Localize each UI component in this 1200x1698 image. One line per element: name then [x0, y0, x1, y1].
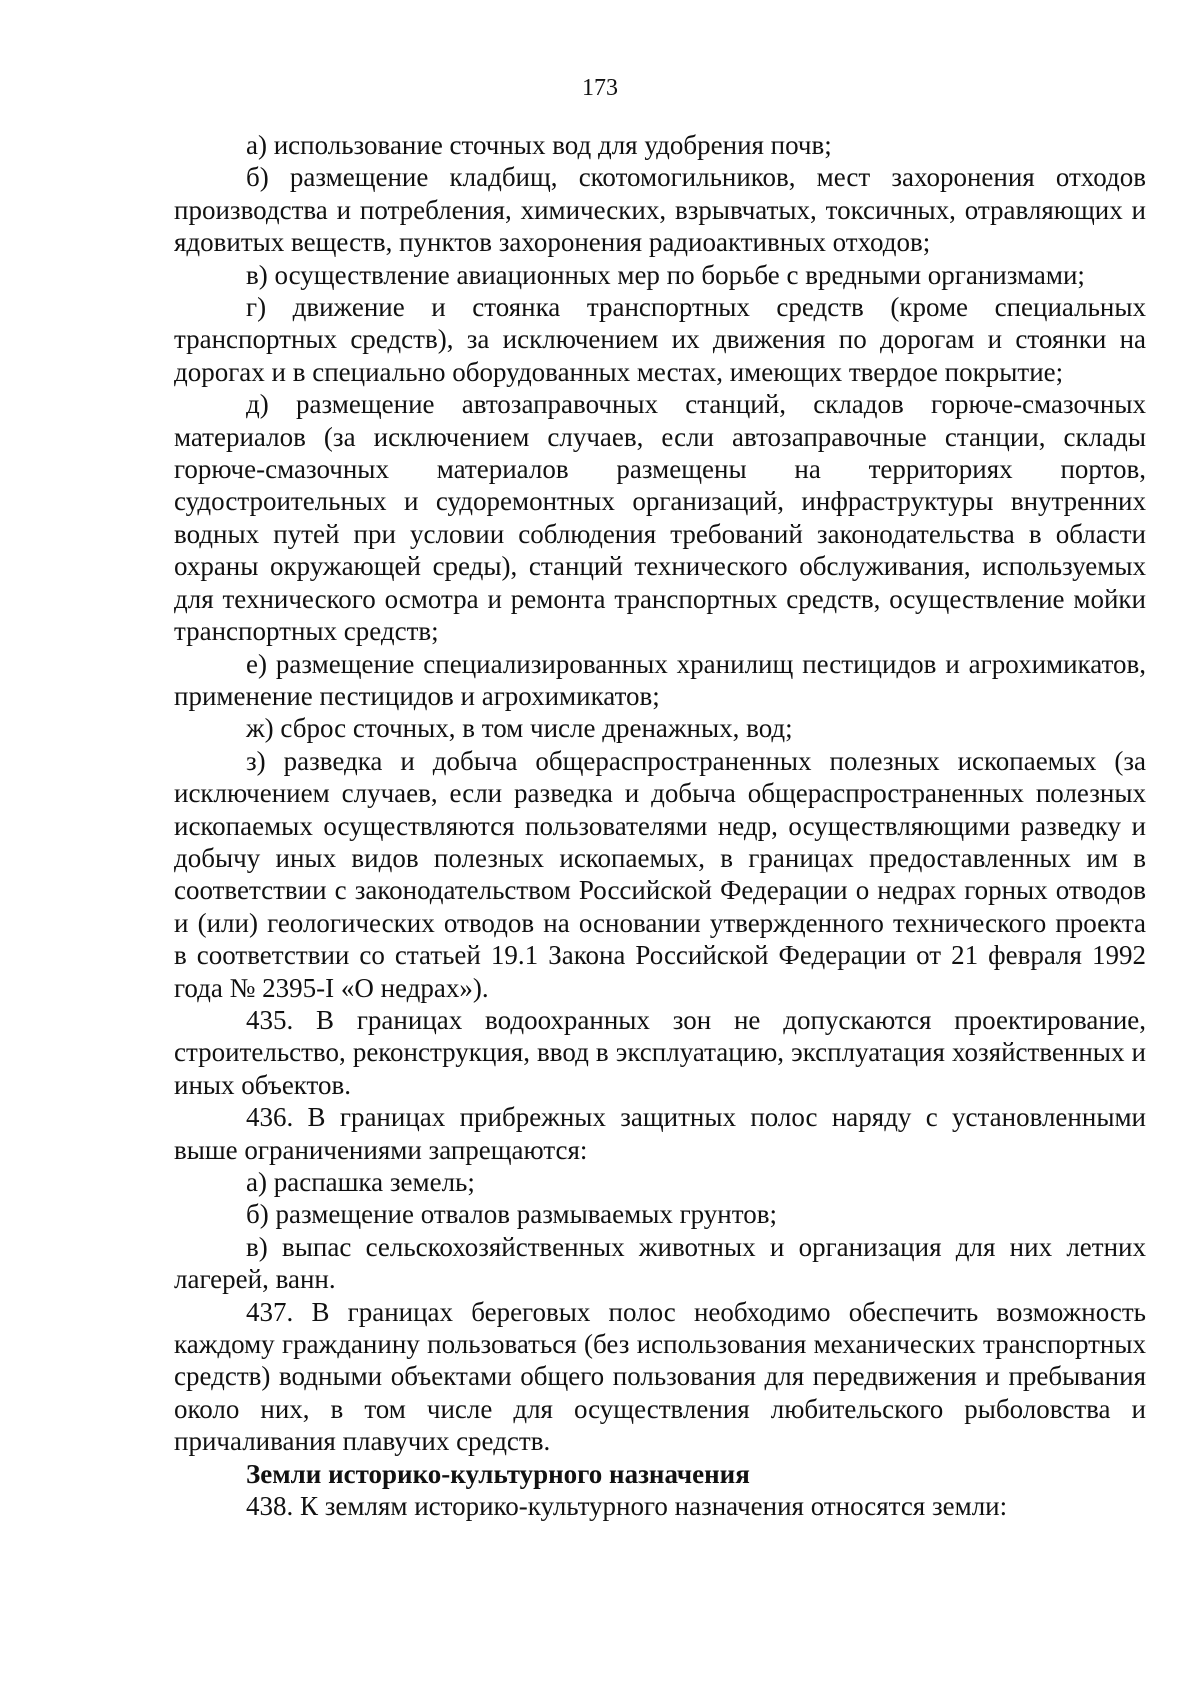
paragraph-436-b: б) размещение отвалов размываемых грунтов;: [246, 1199, 777, 1230]
paragraph-e-pesticides: е) размещение специализированных хранилищ пестицидов и агрохимикатов, применение пестицидов и агрохимикатов;: [174, 648, 1146, 711]
section-heading: Земли историко-культурного назначения: [246, 1458, 750, 1489]
paragraph-b-cemeteries: б) размещение кладбищ, скотомогильников, мест захоронения отходов производства и потребления, химических, взрывчатых, токсичных, отравляющих и ядовитых веществ, пунктов захоронения радиоактивных отходов;: [174, 162, 1146, 258]
paragraph-a-wastewater: а) использование сточных вод для удобрения почв;: [246, 130, 832, 160]
paragraph-438: 438. К землям историко-культурного назначения относятся земли:: [246, 1491, 1008, 1522]
paragraph-436-v: в) выпас сельскохозяйственных животных и организация для них летних лагерей, ванн.: [174, 1231, 1146, 1295]
paragraph-z-mining: з) разведка и добыча общераспространенных полезных ископаемых (за исключением случаев, если разведка и добыча общераспространенных полезных ископаемых осуществляются пользователями недр, осуществляющими разведку и добычу иных видов полезных ископаемых, в границах предоставленных им в соответствии с законодательством Российской Федерации о недрах горных отводов и (или) геологических отводов на основании утвержденного технического проекта в соответствии со статьей 19.1 Закона Российской Федерации от 21 февраля 1992 года № 2395-I «О недрах»).: [174, 745, 1146, 1003]
paragraph-g-vehicles: г) движение и стоянка транспортных средств (кроме специальных транспортных средств), за исключением их движения по дорогам и стоянки на дорогах и в специально оборудованных местах, имеющих твердое покрытие;: [174, 292, 1146, 387]
paragraph-v-aviation: в) осуществление авиационных мер по борьбе с вредными организмами;: [246, 259, 1085, 290]
paragraph-d-fuel-stations: д) размещение автозаправочных станций, складов горюче-смазочных материалов (за исключением случаев, если автозаправочные станции, склады горюче-смазочных материалов размещены на территориях портов, судостроительных и судоремонтных организаций, инфраструктуры внутренних водных путей при условии соблюдения требований законодательства в области охраны окружающей среды), станций технического обслуживания, используемых для технического осмотра и ремонта транспортных средств, осуществление мойки транспортных средств;: [174, 389, 1146, 647]
paragraph-437: 437. В границах береговых полос необходимо обеспечить возможность каждому гражданину пользоваться (без использования механических транспортных средств) водными объектами общего пользования для передвижения и пребывания около них, в том числе для осуществления любительского рыболовства и причаливания плавучих средств.: [174, 1296, 1146, 1457]
page-number: 173: [582, 75, 618, 101]
paragraph-436-a: а) распашка земель;: [246, 1167, 475, 1197]
paragraph-435: 435. В границах водоохранных зон не допускаются проектирование, строительство, реконструкция, ввод в эксплуатацию, эксплуатация хозяйственных и иных объектов.: [174, 1004, 1146, 1100]
paragraph-436: 436. В границах прибрежных защитных полос наряду с установленными выше ограничениями запрещаются:: [174, 1102, 1146, 1165]
paragraph-zh-discharge: ж) сброс сточных, в том числе дренажных, вод;: [246, 713, 793, 744]
body-text: [174, 129, 1146, 1522]
